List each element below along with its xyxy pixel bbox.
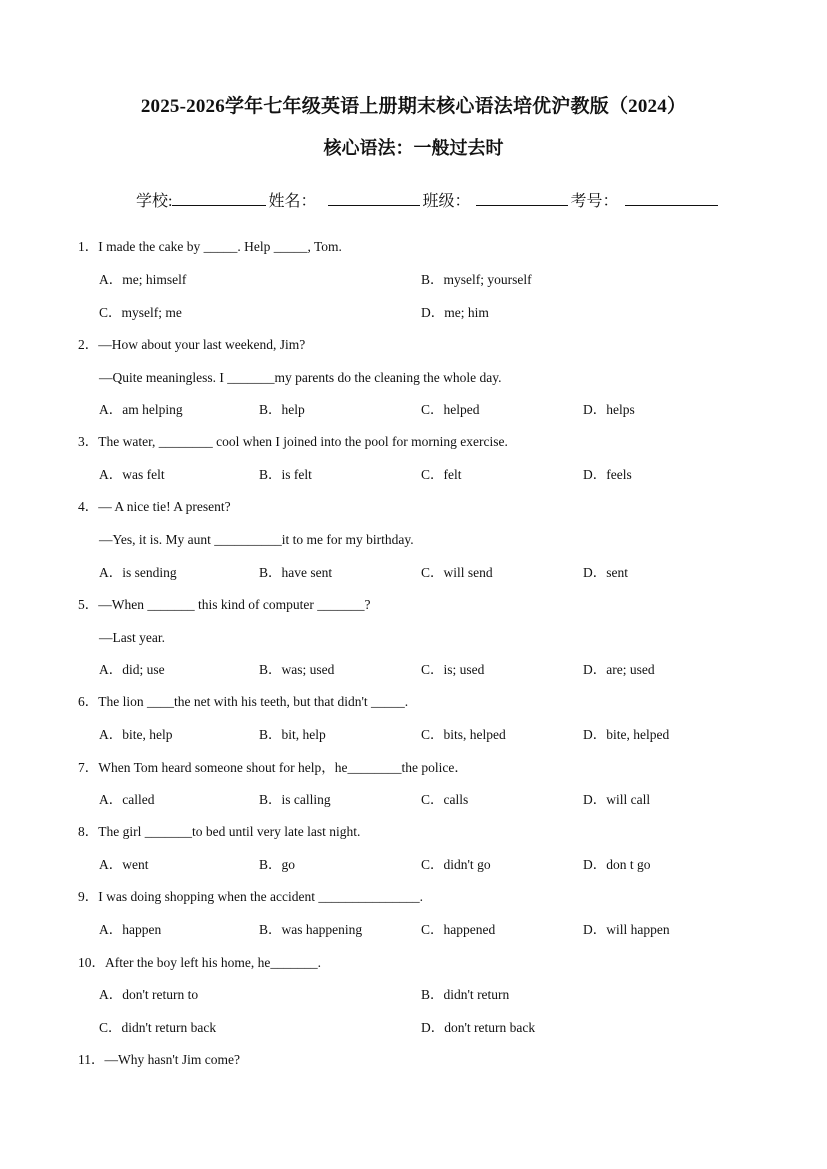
question-stem	[78, 433, 508, 451]
question-number: 4．	[78, 499, 99, 514]
question-text: The water, ________ cool when I joined into the pool for morning exercise.	[98, 434, 508, 449]
option-b[interactable]: B．go	[259, 857, 296, 872]
option-d[interactable]: D．will happen	[583, 922, 670, 937]
question-number: 7．	[78, 760, 99, 775]
name-blank	[328, 189, 420, 206]
option-d[interactable]: D．helps	[583, 402, 635, 417]
option-b[interactable]: B．have sent	[259, 565, 333, 580]
option-b[interactable]: B．didn't return	[421, 987, 510, 1002]
option-d[interactable]: D．feels	[583, 467, 632, 482]
school-blank	[172, 189, 266, 206]
question-number: 6．	[78, 694, 99, 709]
exam-no-blank	[625, 189, 718, 206]
exam-no-label: 考号：	[570, 193, 619, 210]
question-number: 5．	[78, 597, 99, 612]
class-label: 班级：	[422, 193, 471, 210]
option-c[interactable]: C．myself; me	[99, 305, 182, 320]
question-text-line: —Yes, it is. My aunt __________it to me for my birthday.	[99, 532, 414, 547]
question-stem	[78, 693, 408, 711]
question-text: —Why hasn't Jim come?	[104, 1052, 241, 1067]
question-number: 11．	[78, 1052, 105, 1067]
question-text-line: —Quite meaningless. I _______my parents do the cleaning the whole day.	[99, 370, 502, 385]
option-d[interactable]: D．don't return back	[421, 1020, 536, 1035]
option-a[interactable]: A．went	[99, 857, 149, 872]
option-a[interactable]: A．don't return to	[99, 987, 199, 1002]
option-a[interactable]: A．is sending	[99, 565, 177, 580]
option-b[interactable]: B．help	[259, 402, 305, 417]
question-text: I was doing shopping when the accident _______________.	[98, 889, 423, 904]
question-text: When Tom heard someone shout for help，he________the police．	[98, 760, 468, 775]
page-title: 2025-2026学年七年级英语上册期末核心语法培优沪教版（2024）	[140, 96, 687, 117]
option-c[interactable]: C．will send	[421, 565, 493, 580]
question-text: After the boy left his home, he_______.	[105, 955, 321, 970]
school-label: 学校:	[136, 193, 173, 210]
question-number: 3．	[78, 434, 99, 449]
question-text: The lion ____the net with his teeth, but that didn't _____.	[98, 694, 409, 709]
option-c[interactable]: C．calls	[421, 792, 469, 807]
question-number: 1．	[78, 239, 99, 254]
option-d[interactable]: D．don t go	[583, 857, 651, 872]
option-c[interactable]: C．didn't return back	[99, 1020, 217, 1035]
question-stem	[78, 954, 321, 972]
option-b[interactable]: B．is felt	[259, 467, 312, 482]
option-d[interactable]: D．are; used	[583, 662, 655, 677]
option-c[interactable]: C．happened	[421, 922, 496, 937]
question-number: 10．	[78, 955, 105, 970]
option-d[interactable]: D．bite, helped	[583, 727, 670, 742]
question-text: —How about your last weekend, Jim?	[98, 337, 306, 352]
option-c[interactable]: C．helped	[421, 402, 480, 417]
name-label: 姓名：	[268, 193, 317, 210]
question-stem	[78, 336, 305, 354]
page-subtitle: 核心语法：一般过去时	[323, 138, 504, 158]
option-c[interactable]: C．bits, helped	[421, 727, 506, 742]
question-stem	[78, 238, 342, 256]
option-b[interactable]: B．is calling	[259, 792, 331, 807]
option-a[interactable]: A．am helping	[99, 402, 183, 417]
question-number: 9．	[78, 889, 99, 904]
question-stem	[78, 498, 231, 516]
question-stem	[78, 1051, 240, 1069]
option-a[interactable]: A．was felt	[99, 467, 165, 482]
option-c[interactable]: C．didn't go	[421, 857, 491, 872]
option-b[interactable]: B．bit, help	[259, 727, 326, 742]
question-number: 2．	[78, 337, 99, 352]
question-text: —When _______ this kind of computer _______?	[98, 597, 371, 612]
question-text: The girl _______to bed until very late last night.	[98, 824, 361, 839]
option-b[interactable]: B．was; used	[259, 662, 335, 677]
question-stem	[78, 759, 468, 777]
question-number: 8．	[78, 824, 99, 839]
option-a[interactable]: A．called	[99, 792, 155, 807]
question-text-line: —Last year.	[99, 630, 165, 645]
option-a[interactable]: A．did; use	[99, 662, 165, 677]
option-b[interactable]: B．myself; yourself	[421, 272, 532, 287]
question-stem	[78, 823, 360, 841]
question-stem	[78, 888, 423, 906]
question-stem	[78, 596, 370, 614]
option-c[interactable]: C．is; used	[421, 662, 485, 677]
question-text: I made the cake by _____. Help _____, Tom.	[98, 239, 342, 254]
option-d[interactable]: D．sent	[583, 565, 628, 580]
class-blank	[476, 189, 568, 206]
option-a[interactable]: A．me; himself	[99, 272, 187, 287]
option-d[interactable]: D．will call	[583, 792, 651, 807]
option-a[interactable]: A．happen	[99, 922, 162, 937]
option-c[interactable]: C．felt	[421, 467, 462, 482]
option-a[interactable]: A．bite, help	[99, 727, 173, 742]
question-text: — A nice tie! A present?	[98, 499, 231, 514]
option-b[interactable]: B．was happening	[259, 922, 363, 937]
student-info-row	[136, 188, 720, 211]
option-d[interactable]: D．me; him	[421, 305, 489, 320]
